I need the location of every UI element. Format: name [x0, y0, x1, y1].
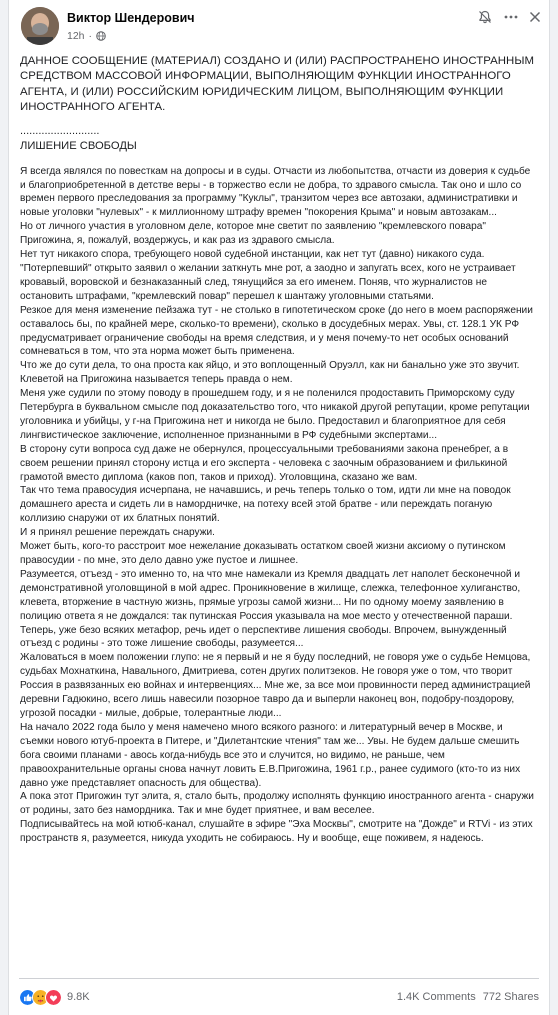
- post-paragraph: Что же до сути дела, то она проста как яйцо, и это воплощенный Оруэлл, как ни банально уже это звучит. Клеветой на Пригожина называется теперь правда о нем.: [20, 360, 520, 386]
- post-footer: [19, 978, 539, 1015]
- post-paragraph: Подписывайтесь на мой ютюб-канал, слушайте в эфире "Эха Москвы", смотрите на "Дожде" и RTVi - из этих пространств я, разумеется, никуда уходить не собираюсь. Ну и вообще, еще поживем, я надеюсь.: [20, 819, 533, 845]
- engagement-stats: [397, 991, 539, 1003]
- reactions-summary[interactable]: [19, 989, 90, 1006]
- post-paragraph: Разумеется, отъезд - это именно то, на что мне намекали из Кремля двадцать лет наполет бесконечной и демонстративной уголовщиной в мой адрес. Проникновение в жилище, слежка, телефонное хулиганство, клевета, вторжение в частную жизнь, прямые угрозы самой жизни... Ни по одному моему заявлению в полицию ответа я не дождался: так путинская Россия указывала на мое место у отечественной параши. Теперь, уже безо всяких метафор, речь идет о перспективе лишения свободы. Впрочем, вынужденный отъезд с родины - это тоже лишение свободы, разумеется...: [20, 568, 521, 650]
- close-icon[interactable]: [527, 9, 543, 25]
- post-paragraph: В сторону сути вопроса суд даже не обернулся, процессуальными требованиями закона пренебрег, а в своем решении принял сторону истца и его эксперта - человека с заочным образованием и филькиной грамотой вместо диплома (каков поп, таков и приход). Уголовщина, сказано же вам.: [20, 443, 509, 483]
- more-options-icon[interactable]: [503, 9, 519, 25]
- post-paragraph: Так что тема правосудия исчерпана, не начавшись, и речь теперь только о том, идти ли мне на поводок домашнего ареста и сидеть ли в намордничке, на потеху всей этой братве - или переждать поганую коллизию снаружи от их блатных понятий.: [20, 485, 511, 525]
- separator-dot: ·: [88, 30, 93, 42]
- post-time[interactable]: 12h: [67, 30, 85, 42]
- post-paragraph: Может быть, кого-то расстроит мое нежелание доказывать остатком своей жизни аксиому о путинском правосудии - по мне, это дело давно уже пустое и лишнее.: [20, 541, 506, 566]
- post-paragraph: Жаловаться в моем положении глупо: не я первый и не я буду последний, не говоря уже о судьбе Немцова, судьбах Мохнаткина, Навального, Дмитриева, сотен других политзеков. Не говоря уже о том, что творит Россия в развязанных ею войнах и интервенциях... Мне же, за все мои провинности перед администрацией деревни Гадюкино, всего лишь навесили позорное тавро да и выперли наконец вон, подобру-поздорову, угрозой посадки - милые, добрые, толерантные люди...: [20, 652, 531, 719]
- post-paragraph: А пока этот Пригожин тут элита, я, стало быть, продолжу исполнять функцию иностранного агента - снаружи от родины, зато без намордника. Так и мне будет приятнее, и вам веселее.: [20, 791, 534, 817]
- notifications-off-icon[interactable]: [477, 9, 493, 25]
- comments-count[interactable]: 1.4K Comments: [396, 991, 476, 1003]
- post-header: [9, 0, 549, 50]
- author-avatar[interactable]: [21, 7, 59, 45]
- foreign-agent-disclaimer: ДАННОЕ СООБЩЕНИЕ (МАТЕРИАЛ) СОЗДАНО И (ИЛИ) РАСПРОСТРАНЕНО ИНОСТРАННЫМ СРЕДСТВОМ МАССОВОЙ ИНФОРМАЦИИ, ВЫПОЛНЯЮЩИМ ФУНКЦИИ ИНОСТРАННОГО АГЕНТА, И (ИЛИ) РОССИЙСКИМ ЮРИДИЧЕСКИМ ЛИЦОМ, ВЫПОЛНЯЮЩИМ ФУНКЦИИ ИНОСТРАННОГО АГЕНТА.: [20, 55, 534, 114]
- post-paragraph: Но от личного участия в уголовном деле, которое мне светит по заявлению "кремлевского повара" Пригожина, я, пожалуй, воздержусь, и как раз из здравого смысла.: [20, 221, 487, 247]
- post-body: [9, 50, 549, 846]
- post-card: [8, 0, 550, 1015]
- post-title: ЛИШЕНИЕ СВОБОДЫ: [20, 139, 137, 152]
- post-paragraph: Резкое для меня изменение пейзажа тут - не столько в гипотетическом сроке (до него в моем распоряжении оставалось бы, по крайней мере, сколько-то времени), сколько в досудебных мерах. Увы, ст. 128.1 УК РФ предусматривает ограничение свободы на время следствия, и у меня почему-то нет особых оснований сомневаться в том, что эта норма может быть применена.: [20, 304, 533, 358]
- globe-icon: [96, 31, 106, 41]
- post-paragraph: Я всегда являлся по повесткам на допросы и в суды. Отчасти из любопытства, отчасти из доверия к судьбе и благоприобретенной в детстве веры - в торжество если не добра, то здравого смысла. Так оно и шло со времен первого преследования за программу "Куклы", транзитом через все автозаки, административки и новые уголовки "нулевых" - к миллионному штрафу времен "покорения Крыма" и новым автозакам...: [20, 165, 531, 219]
- post-paragraph: И я принял решение переждать снаружи.: [20, 527, 215, 539]
- author-name[interactable]: Виктор Шендерович: [67, 11, 195, 25]
- post-paragraph: Меня уже судили по этому поводу в прошедшем году, и я не поленился продоставить Приморскому суду Петербурга в буквальном смысле под доказательство того, что никакой другой репутации, кроме репутации уголовника и убийцы, у г-на Пригожина нет и никогда не было. Предоставил и благоприятное для себя лингвистическое заключение, исполненное признанными в РФ судебными экспертами...: [20, 388, 530, 441]
- love-reaction-icon: [45, 989, 62, 1006]
- shares-count[interactable]: 772 Shares: [482, 991, 539, 1003]
- dotted-separator: ..........................: [20, 124, 100, 137]
- reaction-count[interactable]: 9.8K: [67, 991, 90, 1003]
- post-paragraph: Нет тут никакого спора, требующего новой судебной инстанции, как нет тут (давно) никакого суда. "Потерпевший" открыто заявил о желании заткнуть мне рот, а заодно и запугать всех, кого не устраивает кровавый, воровской и безнаказанный след, тянущийся за его именем. Поняв, что журналистов не остановить штрафами, "кремлевский повар" перешел к шантажу уголовными статьями.: [20, 249, 516, 302]
- post-meta: [67, 30, 106, 42]
- post-paragraph: На начало 2022 года было у меня намечено много всякого разного: и литературный вечер в Москве, и съемки нового ютуб-проекта в Питере, и "Дилетантские чтения" там же... Увы. Не будем дальше смешить бога своими планами - авось когда-нибудь все это и случится, но видимо, не раньше, чем правоохранительные органы снова начнут ловить Е.В.Пригожина, 1961 г.р., ранее судимого (кто-то из них давно уже представляет опасность для общества).: [20, 721, 521, 789]
